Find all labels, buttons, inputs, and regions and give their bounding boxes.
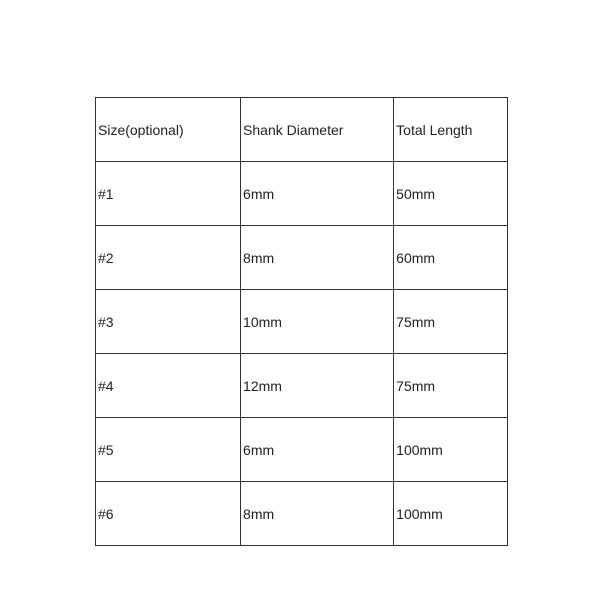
shank-diameter-cell: 6mm xyxy=(241,162,394,226)
header-size: Size(optional) xyxy=(96,98,241,162)
table-row xyxy=(96,418,508,482)
size-cell: #2 xyxy=(96,226,241,290)
shank-diameter-cell: 10mm xyxy=(241,290,394,354)
table-row xyxy=(96,482,508,546)
header-shank-diameter: Shank Diameter xyxy=(241,98,394,162)
table-row xyxy=(96,290,508,354)
total-length-cell: 100mm xyxy=(394,482,508,546)
shank-diameter-cell: 12mm xyxy=(241,354,394,418)
total-length-cell: 100mm xyxy=(394,418,508,482)
size-cell: #3 xyxy=(96,290,241,354)
shank-diameter-cell: 8mm xyxy=(241,482,394,546)
shank-diameter-cell: 6mm xyxy=(241,418,394,482)
table-row xyxy=(96,162,508,226)
total-length-cell: 60mm xyxy=(394,226,508,290)
table-row xyxy=(96,226,508,290)
total-length-cell: 75mm xyxy=(394,354,508,418)
size-spec-table xyxy=(95,97,508,546)
header-total-length: Total Length xyxy=(394,98,508,162)
shank-diameter-cell: 8mm xyxy=(241,226,394,290)
table-row xyxy=(96,354,508,418)
table-header-row xyxy=(96,98,508,162)
size-cell: #1 xyxy=(96,162,241,226)
total-length-cell: 75mm xyxy=(394,290,508,354)
size-cell: #5 xyxy=(96,418,241,482)
size-cell: #6 xyxy=(96,482,241,546)
total-length-cell: 50mm xyxy=(394,162,508,226)
size-cell: #4 xyxy=(96,354,241,418)
